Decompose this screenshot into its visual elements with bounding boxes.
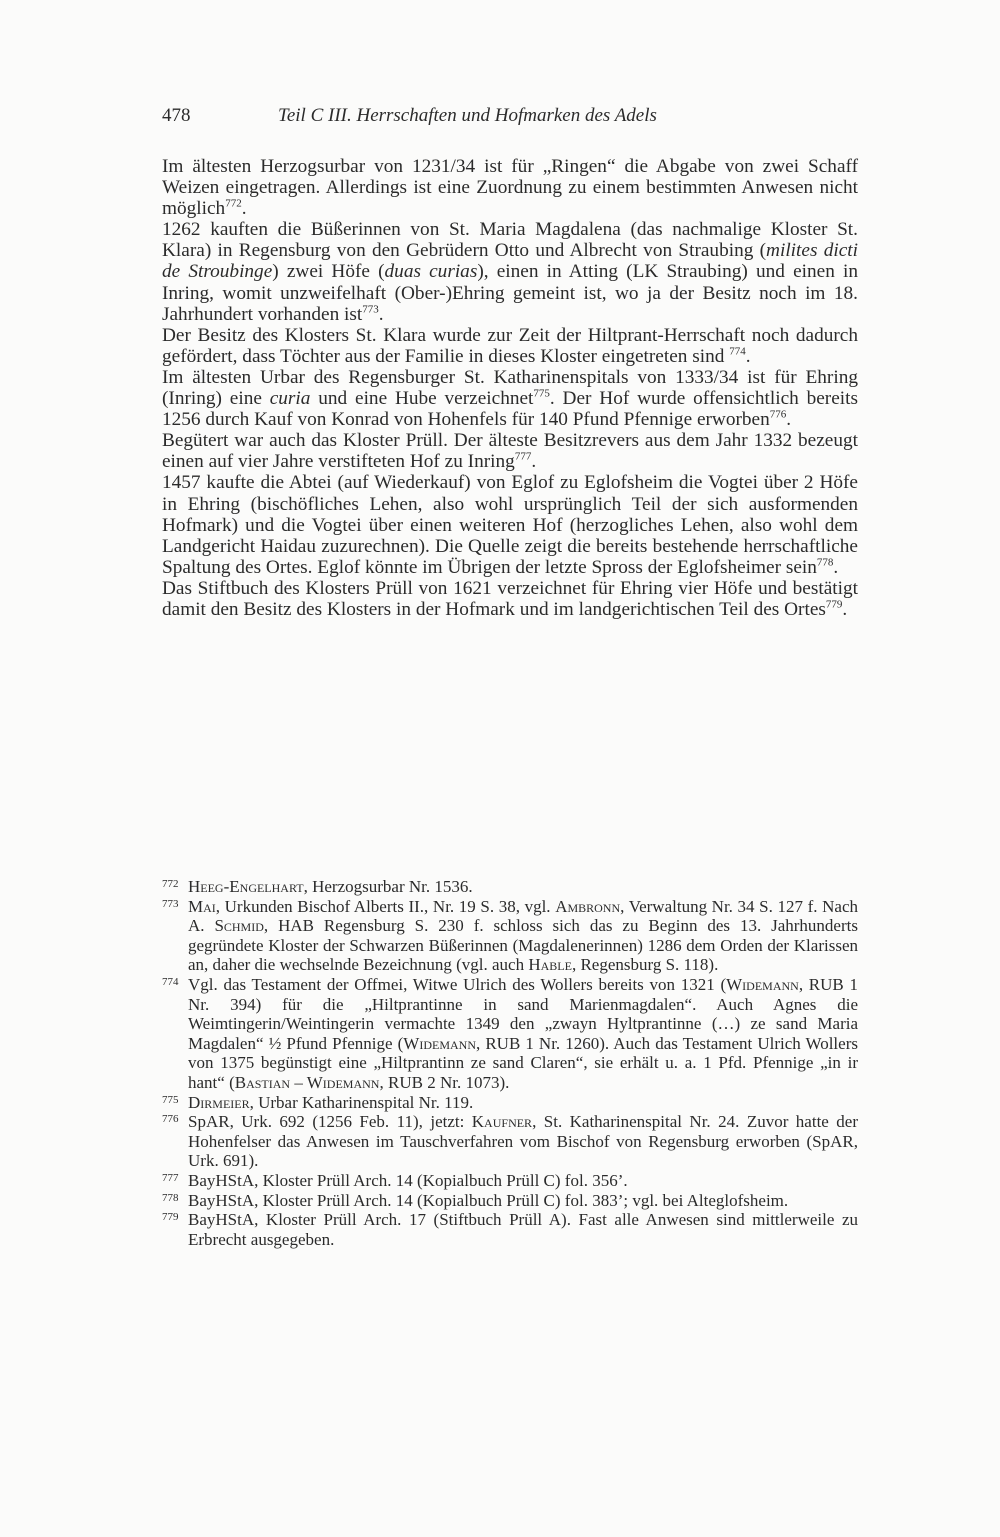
paragraph (162, 472, 858, 577)
footnote-number: 774 (162, 975, 179, 988)
text-run: BayHStA, Kloster Prüll Arch. 14 (Kopialbuch Prüll C) fol. 356’. (188, 1170, 628, 1190)
text-run: , RUB 1 Nr. 394) für die „Hiltprantinne in sand Marienmagdalen“. Auch Agnes die Weimtingerin/Weintingerin vermachte 1349 den „zwayn Hyltprantinne (…) ze sand Maria Magdalen“ ½ Pfund Pfennige ( (188, 974, 858, 1053)
author-name: Mai (188, 896, 216, 916)
footnote (162, 1191, 858, 1211)
text-run: , RUB 2 Nr. 1073). (379, 1072, 510, 1092)
footnotes (162, 877, 858, 1249)
footnote-ref[interactable]: 778 (816, 556, 834, 569)
author-name: Bastian – Widemann (234, 1072, 380, 1092)
italic-text: duas curias (384, 261, 478, 283)
paragraph (162, 219, 858, 324)
text-run: Begütert war auch das Kloster Prüll. Der älteste Besitzrevers aus dem Jahr 1332 bezeugt einen auf vier Jahre verstifteten Hof zu Inring (162, 430, 858, 473)
text-run: Das Stiftbuch des Klosters Prüll von 1621 verzeichnet für Ehring vier Höfe und bestätigt damit den Besitz des Klosters in der Hofmark und im landgerichtischen Teil des Ortes (162, 577, 858, 620)
italic-text: milites dicti de Stroubinge (162, 240, 858, 283)
text-run: . (786, 409, 792, 431)
text-run: Der Besitz des Klosters St. Klara wurde zur Zeit der Hiltprant-Herrschaft noch dadurch gefördert, dass Töchter aus der Familie in dieses Kloster eingetreten sind (162, 324, 858, 367)
footnote (162, 1171, 858, 1191)
page-number: 478 (162, 105, 191, 126)
paragraph (162, 430, 858, 472)
author-name: Widemann (726, 974, 799, 994)
footnote-ref[interactable]: 777 (514, 450, 532, 463)
footnote-number: 775 (162, 1093, 179, 1106)
footnote (162, 897, 858, 975)
text-run: 1457 kaufte die Abtei (auf Wiederkauf) von Eglof zu Eglofsheim die Vogtei über 2 Höfe in Ehring (bischöfliches Lehen, also wohl ursprünglich Teil der sich ausformenden Hofmark) und die Vogtei über einen weiteren Hof (herzogliches Lehen, also wohl dem Landgericht Haidau zuzurechnen). Die Quelle zeigt die bereits bestehende herrschaftliche Spaltung des Ortes. Eglof könnte im Übrigen der letzte Spross der Eglofsheimer sein (162, 472, 858, 578)
footnote-ref[interactable]: 776 (769, 408, 787, 421)
author-name: Schmid (214, 916, 264, 936)
text-run: 1262 kauften die Büßerinnen von St. Maria Magdalena (das nachmalige Kloster St. Klara) in Regensburg von den Gebrüdern Otto und Albrecht von Straubing ( (162, 219, 858, 262)
paragraph (162, 325, 858, 367)
text-run: , St. Katharinenspital Nr. 24. Zuvor hatte der Hohenfelser das Anwesen im Tauschverfahren vom Bischof von Regensburg erworben (SpAR, Urk. 691). (188, 1112, 858, 1171)
text-run: . (241, 198, 247, 220)
footnote-number: 772 (162, 878, 179, 890)
footnote-number: 773 (162, 897, 179, 910)
footnote (162, 1093, 858, 1113)
text-run: , Urbar Katharinenspital Nr. 119. (249, 1092, 474, 1112)
text-run: , Regensburg S. 118). (571, 955, 719, 975)
text-run: SpAR, Urk. 692 (1256 Feb. 11), jetzt: (188, 1112, 472, 1132)
footnote-number: 778 (162, 1191, 179, 1204)
author-name: Dirmeier (188, 1092, 250, 1112)
author-name: Ambronn (555, 896, 621, 916)
text-run: , Urkunden Bischof Alberts II., Nr. 19 S. 38, vgl. (215, 896, 556, 916)
footnote-ref[interactable]: 772 (225, 197, 242, 210)
author-name: Kaufner (471, 1112, 533, 1132)
text-run: und eine Hube verzeichnet (310, 388, 534, 410)
text-run: ) zwei Höfe ( (272, 261, 385, 283)
footnote-number: 777 (162, 1171, 179, 1184)
text-run: . (745, 345, 751, 367)
text-run: . (833, 556, 839, 578)
footnote (162, 1210, 858, 1249)
text-run: BayHStA, Kloster Prüll Arch. 14 (Kopialbuch Prüll C) fol. 383’; vgl. bei Alteglofsheim. (188, 1190, 789, 1210)
footnote-ref[interactable]: 779 (825, 598, 843, 611)
text-run: , HAB Regensburg S. 230 f. schloss sich das zu Beginn des 13. Jahrhunderts gegründete Kloster der Schwarzen Büßerinnen (Magdalenerinnen) 1286 dem Orden der Klarissen an, daher die wechselnde Bezeichnung (vgl. auch (188, 916, 858, 975)
text-run: Im ältesten Urbar des Regensburger St. Katharinenspitals von 1333/34 ist für Ehring (Inring) eine (162, 366, 858, 410)
footnote (162, 975, 858, 1093)
footnote-ref[interactable]: 773 (362, 303, 379, 316)
footnote (162, 877, 858, 897)
body-text (162, 156, 858, 620)
footnote-ref[interactable]: 774 (729, 345, 746, 358)
footnote-number: 779 (162, 1211, 179, 1224)
footnote (162, 1112, 858, 1171)
text-run: . Der Hof wurde offensichtlich bereits 1256 durch Kauf von Konrad von Hohenfels für 140 Pfund Pfennige erworben (162, 388, 858, 431)
text-run: Im ältesten Herzogsurbar von 1231/34 ist für „Ringen“ die Abgabe von zwei Schaff Weizen eingetragen. Allerdings ist eine Zuordnung zu einem bestimmten Anwesen nicht möglich (162, 156, 858, 220)
text-run: . (842, 598, 848, 620)
running-head: Teil C III. Herrschaften und Hofmarken des Adels (278, 105, 657, 126)
text-run: . (531, 451, 537, 473)
text-run: BayHStA, Kloster Prüll Arch. 17 (Stiftbuch Prüll A). Fast alle Anwesen sind mittlerweile zu Erbrecht ausgegeben. (188, 1210, 858, 1249)
paragraph (162, 156, 858, 219)
text-run: ), einen in Atting (LK Straubing) und einen in Inring, womit unzweifelhaft (Ober-)Ehring gemeint ist, wo ja der Besitz noch im 18. Jahrhundert vorhanden ist (162, 261, 858, 325)
paragraph (162, 367, 858, 430)
author-name: Heeg-Engelhart (188, 877, 304, 896)
footnote-number: 776 (162, 1113, 179, 1126)
author-name: Widemann (403, 1033, 476, 1053)
text-run: Vgl. das Testament der Offmei, Witwe Ulrich des Wollers bereits von 1321 ( (188, 974, 727, 994)
text-run: , Verwaltung Nr. 34 S. 127 f. Nach A. (188, 896, 859, 936)
footnote-ref[interactable]: 775 (533, 387, 550, 400)
italic-text: curia (269, 388, 311, 410)
author-name: Hable (528, 955, 572, 975)
text-run: , Herzogsurbar Nr. 1536. (303, 877, 473, 896)
text-run: , RUB 1 Nr. 1260). Auch das Testament Ulrich Wollers von 1375 begünstigt eine „Hiltprantinn ze sand Claren“, sie erhält u. a. 1 Pfd. Pfennige „in ir hant“ ( (188, 1033, 858, 1092)
paragraph (162, 578, 858, 620)
text-run: . (378, 303, 384, 325)
